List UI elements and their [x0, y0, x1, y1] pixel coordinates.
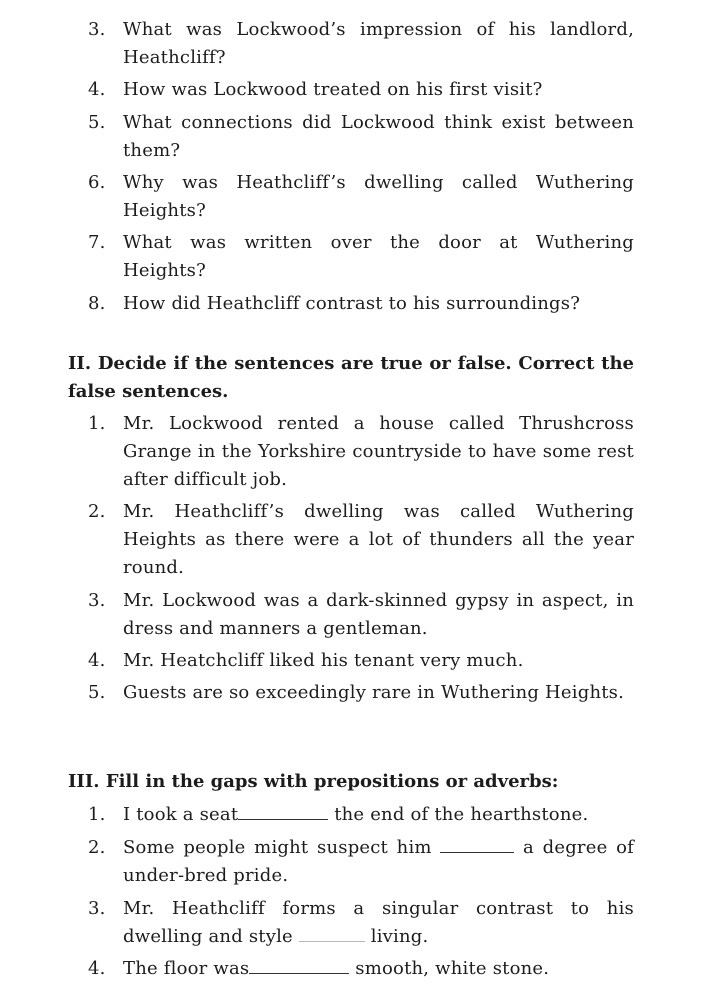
- blank-gap[interactable]: [238, 802, 328, 820]
- question-text: What was written over the door at Wuthering Heights?: [123, 232, 634, 281]
- gap-text: [123, 955, 634, 983]
- blank-gap[interactable]: [249, 956, 349, 974]
- gap-text: [123, 834, 634, 890]
- gap-text-after: smooth, white stone.: [349, 958, 550, 979]
- statement-text: Mr. Lockwood was a dark-skinned gypsy in aspect, in dress and manners a gentleman.: [123, 590, 634, 639]
- question-text: What was Lockwood’s impression of his landlord, Heathcliff?: [123, 19, 634, 68]
- question-number: 5.: [88, 112, 106, 133]
- gap-text: [123, 801, 634, 829]
- statement-number: 3.: [88, 590, 106, 611]
- question-text: Why was Heathcliff’s dwelling called Wuthering Heights?: [123, 172, 634, 221]
- gap-sentence-3: [88, 895, 634, 951]
- statement-5: [88, 679, 634, 707]
- question-7: [88, 229, 634, 285]
- question-number: 6.: [88, 172, 106, 193]
- gap-text-after: the end of the hearthstone.: [328, 804, 589, 825]
- question-6: [88, 169, 634, 225]
- statement-number: 1.: [88, 413, 106, 434]
- statement-2: [88, 498, 634, 582]
- question-text: How was Lockwood treated on his first visit?: [123, 79, 543, 100]
- gap-text-before: Some people might suspect him: [123, 837, 441, 858]
- gap-text-before: The floor was: [123, 958, 250, 979]
- question-4: [88, 76, 634, 104]
- statement-number: 2.: [88, 501, 106, 522]
- gap-number: 1.: [88, 804, 106, 825]
- blank-gap[interactable]: [299, 924, 365, 942]
- question-text: What connections did Lockwood think exist between them?: [123, 112, 634, 161]
- question-text: How did Heathcliff contrast to his surroundings?: [123, 293, 581, 314]
- statement-text: Mr. Heathcliff’s dwelling was called Wuthering Heights as there were a lot of thunders all the year round.: [123, 501, 634, 578]
- section-3-heading: III. Fill in the gaps with prepositions or adverbs:: [68, 771, 559, 792]
- gap-sentence-2: [88, 834, 634, 890]
- statement-number: 4.: [88, 650, 106, 671]
- gap-sentence-4: [88, 955, 634, 983]
- gap-number: 2.: [88, 837, 106, 858]
- statement-text: Guests are so exceedingly rare in Wuthering Heights.: [123, 682, 625, 703]
- gap-sentence-1: [88, 801, 634, 829]
- gap-text: [123, 895, 634, 951]
- question-5: [88, 109, 634, 165]
- section-2-heading: II. Decide if the sentences are true or false. Correct the false sentences.: [68, 353, 634, 402]
- gap-text-before: Mr. Heathcliff forms a singular contrast to his dwelling and style: [123, 898, 634, 947]
- statement-1: [88, 410, 634, 494]
- gap-number: 3.: [88, 898, 106, 919]
- question-8: [88, 290, 634, 318]
- gap-text-after: a degree of under-bred pride.: [123, 837, 634, 886]
- gap-text-before: I took a seat: [123, 804, 239, 825]
- gap-text-after: living.: [364, 926, 429, 947]
- question-number: 7.: [88, 232, 106, 253]
- statement-text: Mr. Lockwood rented a house called Thrushcross Grange in the Yorkshire countryside to have some rest after difficult job.: [123, 413, 634, 490]
- blank-gap[interactable]: [440, 835, 514, 853]
- question-number: 4.: [88, 79, 106, 100]
- gap-number: 4.: [88, 958, 106, 979]
- statement-4: [88, 647, 634, 675]
- question-number: 3.: [88, 19, 106, 40]
- question-number: 8.: [88, 293, 106, 314]
- statement-3: [88, 587, 634, 643]
- statement-number: 5.: [88, 682, 106, 703]
- statement-text: Mr. Heatchcliff liked his tenant very much.: [123, 650, 524, 671]
- question-3: [88, 16, 634, 72]
